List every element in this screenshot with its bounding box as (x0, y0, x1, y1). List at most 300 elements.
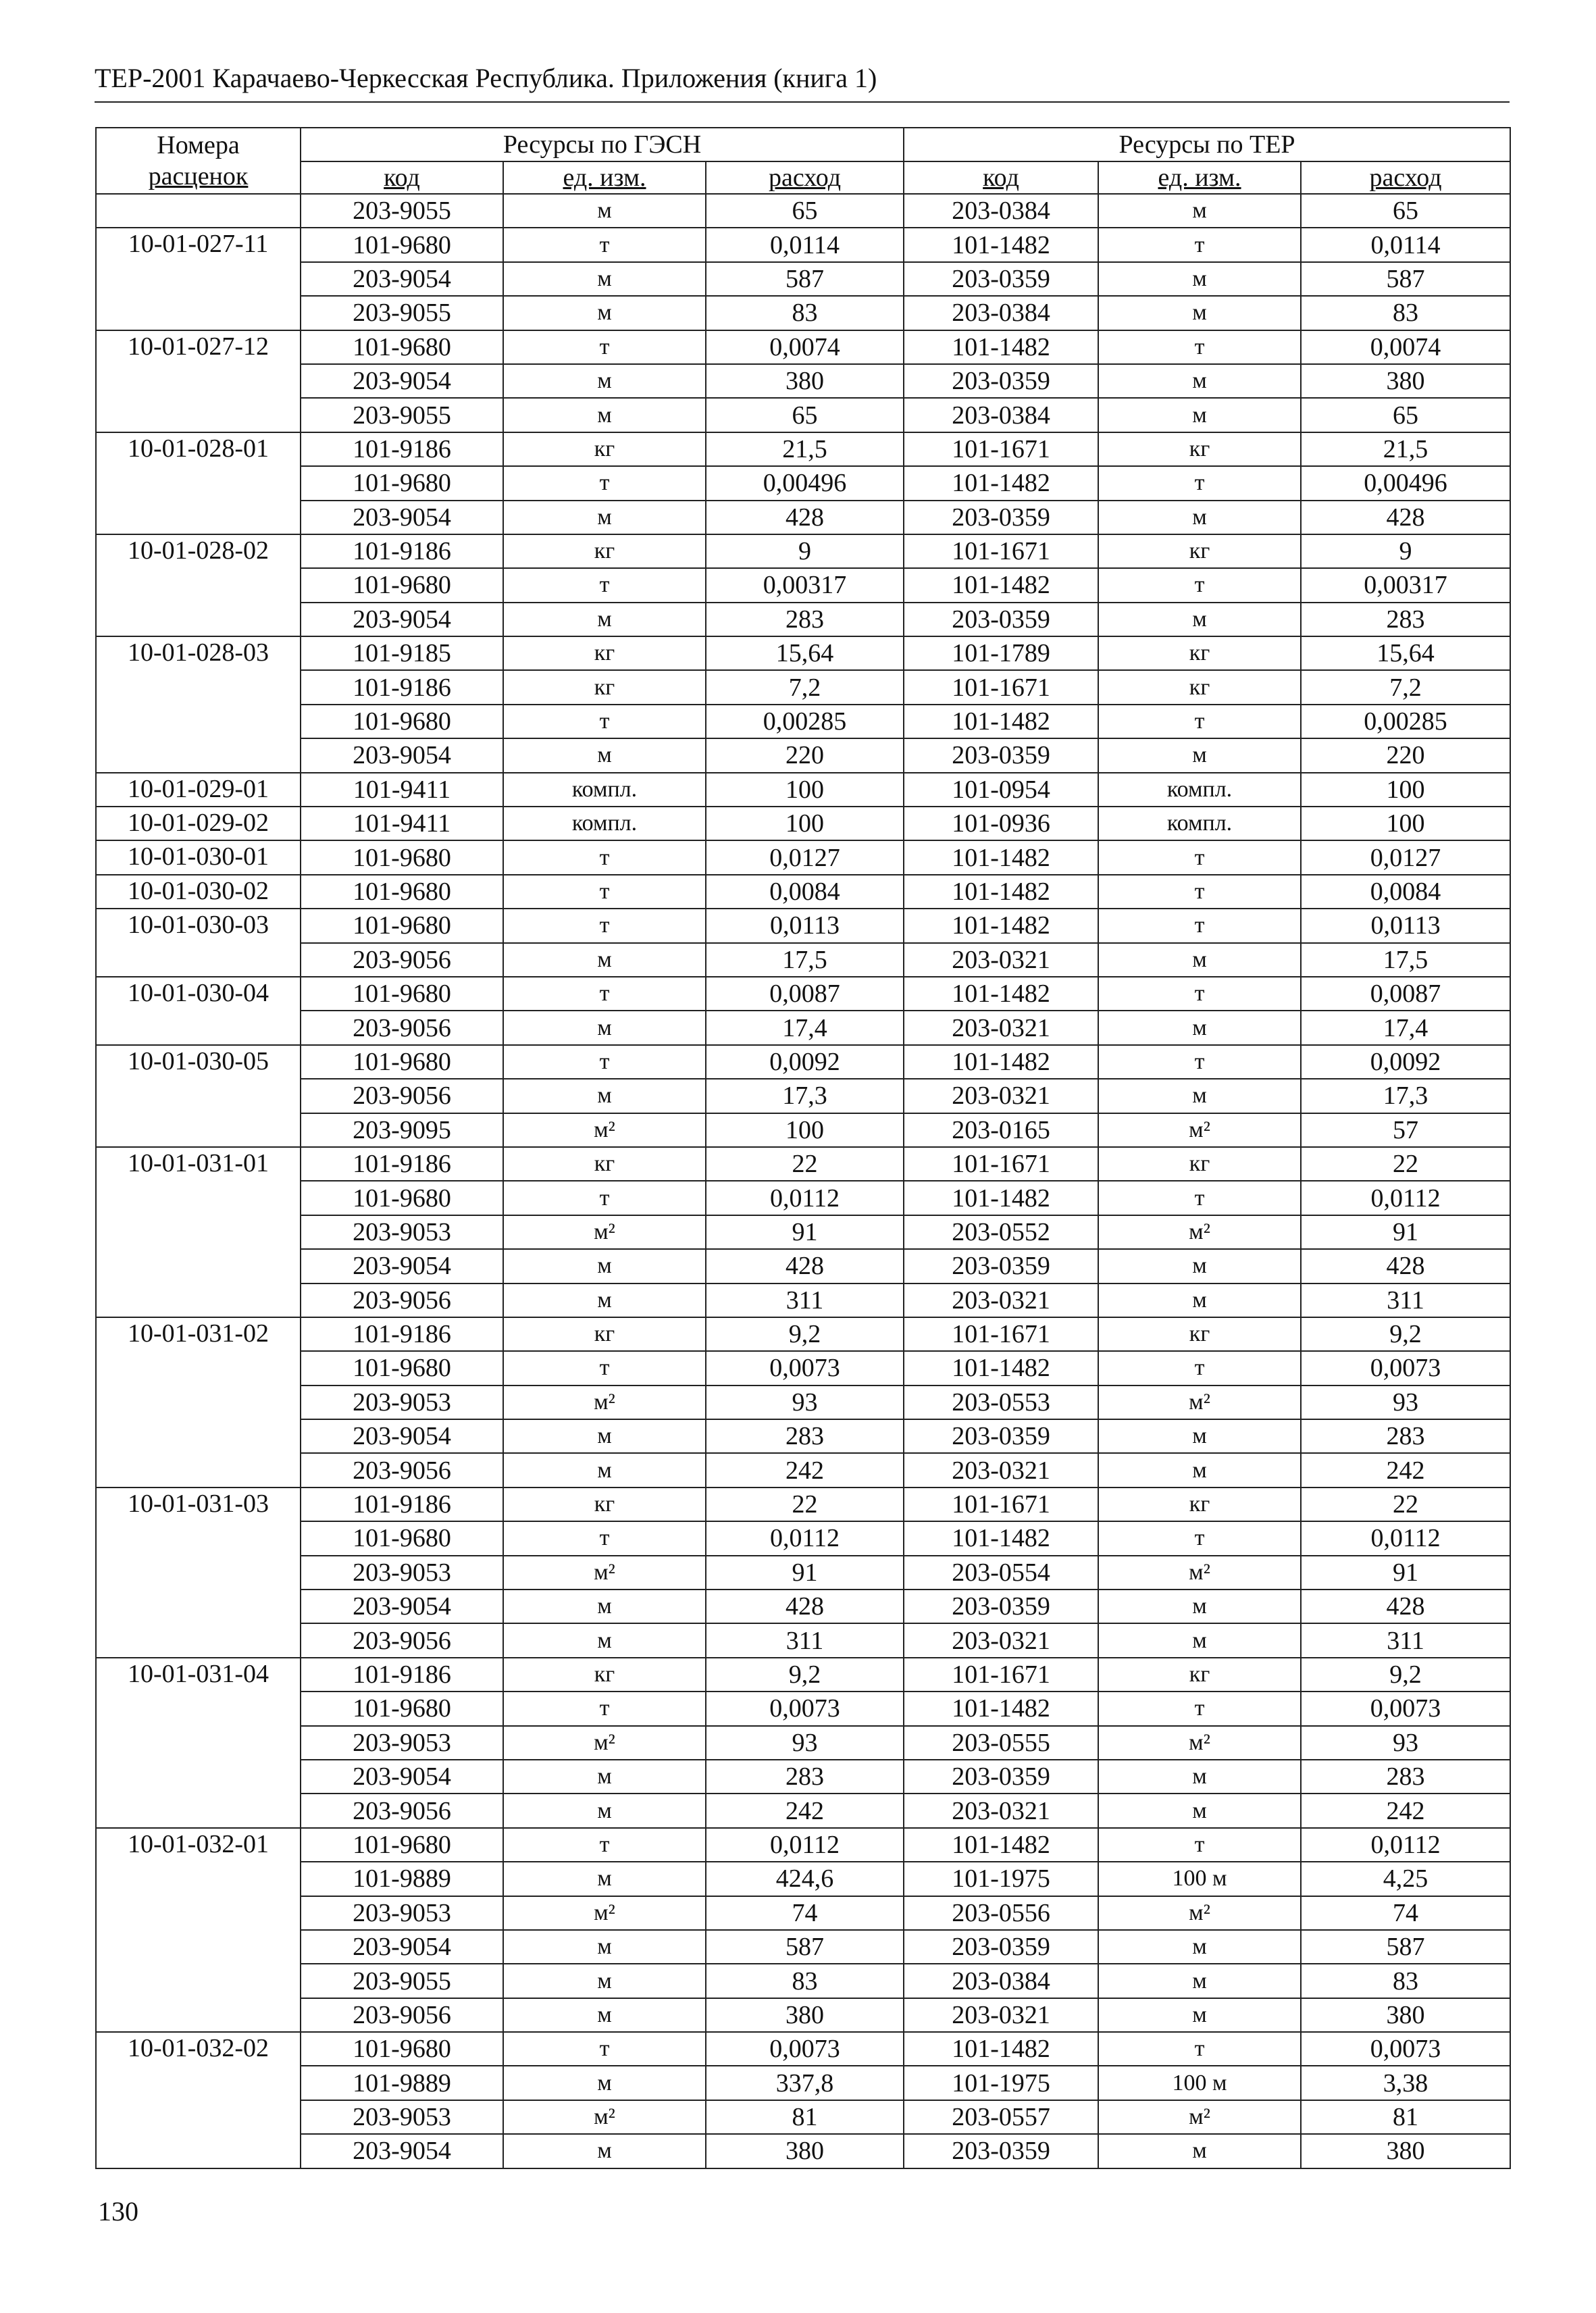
gesn-unit-cell: м² (503, 1556, 706, 1590)
gesn-code-cell: 101-9186 (301, 1147, 503, 1181)
gesn-amount-cell: 0,0074 (706, 330, 904, 364)
ter-amount-cell: 283 (1301, 1419, 1510, 1453)
ter-unit-cell: м (1098, 398, 1301, 432)
ter-unit-cell: т (1098, 2032, 1301, 2066)
gesn-amount-cell: 9,2 (706, 1658, 904, 1692)
rate-number-header-line1: Номера (157, 131, 240, 159)
ter-amount-cell: 65 (1301, 194, 1510, 228)
gesn-code-cell: 101-9680 (301, 909, 503, 942)
table-row (96, 1181, 1510, 1215)
gesn-unit-cell: м (503, 1249, 706, 1283)
table-row (96, 262, 1510, 296)
gesn-unit-cell: т (503, 1828, 706, 1862)
ter-unit-cell: кг (1098, 534, 1301, 568)
gesn-unit-cell: компл. (503, 773, 706, 807)
ter-code-cell: 203-0555 (904, 1726, 1098, 1760)
ter-unit-cell: м² (1098, 1113, 1301, 1147)
gesn-unit-cell: кг (503, 1317, 706, 1351)
gesn-code-cell: 101-9680 (301, 1351, 503, 1385)
gesn-unit-cell: т (503, 228, 706, 261)
gesn-code-cell: 203-9053 (301, 1896, 503, 1930)
gesn-unit-cell: т (503, 1521, 706, 1555)
gesn-code-cell: 203-9056 (301, 1794, 503, 1827)
gesn-amount-cell: 100 (706, 807, 904, 840)
table-row (96, 432, 1510, 466)
table-row (96, 1794, 1510, 1827)
table-row (96, 909, 1510, 942)
table-row (96, 1283, 1510, 1317)
table-row (96, 1760, 1510, 1794)
ter-amount-cell: 9 (1301, 534, 1510, 568)
ter-amount-cell: 0,0073 (1301, 1692, 1510, 1725)
ter-unit-cell: м (1098, 1760, 1301, 1794)
gesn-amount-cell: 283 (706, 603, 904, 636)
table-row (96, 228, 1510, 261)
table-row (96, 773, 1510, 807)
ter-amount-cell: 0,00317 (1301, 568, 1510, 602)
gesn-code-header: код (301, 161, 503, 194)
table-row (96, 1045, 1510, 1079)
gesn-unit-cell: м (503, 603, 706, 636)
ter-unit-cell: м (1098, 501, 1301, 534)
table-row (96, 840, 1510, 874)
rate-number-header-line2: расценок (148, 162, 249, 190)
table-row (96, 398, 1510, 432)
ter-amount-cell: 100 (1301, 773, 1510, 807)
gesn-unit-header: ед. изм. (503, 161, 706, 194)
gesn-code-cell: 203-9056 (301, 943, 503, 977)
gesn-amount-cell: 83 (706, 296, 904, 330)
gesn-amount-cell: 100 (706, 1113, 904, 1147)
rate-number-cell: 10-01-027-12 (96, 330, 301, 432)
gesn-amount-cell: 17,3 (706, 1079, 904, 1113)
gesn-unit-cell: м² (503, 1896, 706, 1930)
table-row (96, 943, 1510, 977)
ter-code-cell: 101-1482 (904, 1692, 1098, 1725)
gesn-amount-cell: 81 (706, 2100, 904, 2134)
gesn-amount-cell: 0,0112 (706, 1828, 904, 1862)
gesn-code-cell: 101-9680 (301, 1045, 503, 1079)
gesn-code-cell: 101-9680 (301, 1828, 503, 1862)
ter-amount-cell: 17,4 (1301, 1011, 1510, 1044)
gesn-amount-cell: 242 (706, 1453, 904, 1487)
ter-amount-cell: 0,0073 (1301, 2032, 1510, 2066)
ter-amount-cell: 311 (1301, 1623, 1510, 1657)
gesn-amount-cell: 428 (706, 501, 904, 534)
ter-code-cell: 203-0321 (904, 1794, 1098, 1827)
ter-code-cell: 203-0384 (904, 398, 1098, 432)
ter-code-cell: 101-1482 (904, 875, 1098, 909)
ter-code-cell: 101-1671 (904, 432, 1098, 466)
ter-amount-cell: 283 (1301, 1760, 1510, 1794)
gesn-amount-cell: 9,2 (706, 1317, 904, 1351)
rate-number-cell: 10-01-031-04 (96, 1658, 301, 1828)
table-row (96, 568, 1510, 602)
gesn-code-cell: 203-9054 (301, 738, 503, 772)
ter-amount-cell: 242 (1301, 1794, 1510, 1827)
gesn-unit-cell: м (503, 1794, 706, 1827)
gesn-code-cell: 101-9186 (301, 670, 503, 704)
ter-code-cell: 101-1482 (904, 466, 1098, 500)
ter-unit-cell: м (1098, 194, 1301, 228)
gesn-code-cell: 101-9889 (301, 1862, 503, 1896)
gesn-code-cell: 203-9053 (301, 2100, 503, 2134)
header-divider (95, 101, 1510, 103)
rate-number-header (96, 128, 301, 194)
table-row (96, 1590, 1510, 1623)
gesn-amount-cell: 65 (706, 194, 904, 228)
gesn-unit-cell: т (503, 1181, 706, 1215)
ter-code-cell: 101-1482 (904, 1521, 1098, 1555)
gesn-amount-cell: 0,00285 (706, 705, 904, 738)
gesn-amount-cell: 0,00496 (706, 466, 904, 500)
gesn-amount-cell: 91 (706, 1556, 904, 1590)
table-row (96, 1011, 1510, 1044)
ter-amount-cell: 380 (1301, 1998, 1510, 2032)
gesn-code-cell: 101-9186 (301, 1488, 503, 1521)
ter-unit-cell: компл. (1098, 773, 1301, 807)
table-row (96, 1828, 1510, 1862)
ter-code-cell: 101-1482 (904, 1045, 1098, 1079)
gesn-code-cell: 101-9186 (301, 534, 503, 568)
gesn-amount-cell: 0,0112 (706, 1521, 904, 1555)
ter-unit-cell: м (1098, 364, 1301, 398)
table-row (96, 1419, 1510, 1453)
gesn-amount-cell: 283 (706, 1760, 904, 1794)
ter-unit-cell: т (1098, 1351, 1301, 1385)
table-row (96, 1215, 1510, 1249)
table-row (96, 2100, 1510, 2134)
ter-unit-cell: м (1098, 1794, 1301, 1827)
gesn-unit-cell: т (503, 875, 706, 909)
gesn-code-cell: 203-9054 (301, 501, 503, 534)
gesn-unit-cell: м (503, 1283, 706, 1317)
table-row (96, 1351, 1510, 1385)
gesn-amount-cell: 0,0073 (706, 1351, 904, 1385)
ter-amount-cell: 283 (1301, 603, 1510, 636)
gesn-amount-cell: 0,0127 (706, 840, 904, 874)
gesn-code-cell: 101-9411 (301, 807, 503, 840)
ter-code-cell: 203-0557 (904, 2100, 1098, 2134)
gesn-code-cell: 101-9186 (301, 432, 503, 466)
gesn-amount-header: расход (706, 161, 904, 194)
ter-unit-cell: м (1098, 1998, 1301, 2032)
gesn-code-cell: 101-9680 (301, 1181, 503, 1215)
table-row (96, 330, 1510, 364)
ter-amount-header: расход (1301, 161, 1510, 194)
gesn-unit-cell: т (503, 1351, 706, 1385)
ter-code-cell: 101-1482 (904, 1351, 1098, 1385)
table-row (96, 1386, 1510, 1419)
ter-unit-cell: т (1098, 875, 1301, 909)
gesn-amount-cell: 587 (706, 262, 904, 296)
table-row (96, 1930, 1510, 1964)
table-row (96, 1079, 1510, 1113)
gesn-amount-cell: 587 (706, 1930, 904, 1964)
ter-amount-cell: 65 (1301, 398, 1510, 432)
table-row (96, 1488, 1510, 1521)
ter-code-cell: 203-0359 (904, 1930, 1098, 1964)
ter-code-cell: 203-0321 (904, 1623, 1098, 1657)
gesn-unit-cell: т (503, 2032, 706, 2066)
ter-amount-cell: 91 (1301, 1556, 1510, 1590)
gesn-amount-cell: 65 (706, 398, 904, 432)
table-row (96, 1317, 1510, 1351)
rate-number-cell: 10-01-028-01 (96, 432, 301, 534)
gesn-code-cell: 203-9053 (301, 1726, 503, 1760)
rate-number-cell: 10-01-031-01 (96, 1147, 301, 1317)
gesn-unit-cell: т (503, 840, 706, 874)
ter-amount-cell: 21,5 (1301, 432, 1510, 466)
table-row (96, 1998, 1510, 2032)
gesn-code-cell: 203-9054 (301, 1760, 503, 1794)
gesn-amount-cell: 0,0087 (706, 977, 904, 1011)
gesn-code-cell: 101-9680 (301, 228, 503, 261)
ter-code-cell: 203-0165 (904, 1113, 1098, 1147)
ter-unit-cell: кг (1098, 1317, 1301, 1351)
gesn-amount-cell: 93 (706, 1386, 904, 1419)
rate-number-cell: 10-01-030-05 (96, 1045, 301, 1147)
gesn-amount-cell: 17,5 (706, 943, 904, 977)
gesn-amount-cell: 311 (706, 1283, 904, 1317)
gesn-code-cell: 203-9055 (301, 194, 503, 228)
gesn-code-cell: 203-9055 (301, 1964, 503, 1998)
gesn-amount-cell: 0,0073 (706, 1692, 904, 1725)
ter-code-cell: 203-0359 (904, 262, 1098, 296)
gesn-code-cell: 203-9053 (301, 1556, 503, 1590)
table-row (96, 1249, 1510, 1283)
gesn-code-cell: 101-9680 (301, 1692, 503, 1725)
gesn-unit-cell: т (503, 1045, 706, 1079)
gesn-code-cell: 203-9095 (301, 1113, 503, 1147)
ter-amount-cell: 17,5 (1301, 943, 1510, 977)
ter-unit-cell: м (1098, 1419, 1301, 1453)
ter-amount-cell: 0,0113 (1301, 909, 1510, 942)
gesn-code-cell: 101-9889 (301, 2066, 503, 2100)
gesn-code-cell: 203-9054 (301, 1930, 503, 1964)
gesn-amount-cell: 21,5 (706, 432, 904, 466)
gesn-unit-cell: м (503, 1590, 706, 1623)
gesn-unit-cell: м (503, 1862, 706, 1896)
table-row (96, 1556, 1510, 1590)
rate-number-cell: 10-01-031-03 (96, 1488, 301, 1658)
gesn-code-cell: 203-9056 (301, 1453, 503, 1487)
gesn-amount-cell: 380 (706, 1998, 904, 2032)
table-row (96, 636, 1510, 670)
table-row (96, 670, 1510, 704)
table-row (96, 1896, 1510, 1930)
gesn-amount-cell: 93 (706, 1726, 904, 1760)
gesn-amount-cell: 428 (706, 1249, 904, 1283)
ter-amount-cell: 0,0092 (1301, 1045, 1510, 1079)
rate-number-cell (96, 194, 301, 228)
gesn-code-cell: 203-9053 (301, 1215, 503, 1249)
ter-amount-cell: 0,00285 (1301, 705, 1510, 738)
ter-code-cell: 203-0321 (904, 1011, 1098, 1044)
gesn-amount-cell: 22 (706, 1147, 904, 1181)
table-row (96, 364, 1510, 398)
gesn-unit-cell: т (503, 909, 706, 942)
ter-unit-cell: м (1098, 943, 1301, 977)
rate-number-cell: 10-01-030-04 (96, 977, 301, 1045)
ter-amount-cell: 22 (1301, 1488, 1510, 1521)
gesn-amount-cell: 428 (706, 1590, 904, 1623)
gesn-code-cell: 203-9056 (301, 1998, 503, 2032)
gesn-unit-cell: м (503, 262, 706, 296)
ter-code-cell: 101-1975 (904, 2066, 1098, 2100)
ter-code-cell: 203-0359 (904, 1590, 1098, 1623)
ter-amount-cell: 0,0074 (1301, 330, 1510, 364)
table-row (96, 501, 1510, 534)
ter-code-cell: 203-0359 (904, 364, 1098, 398)
ter-code-cell: 101-1482 (904, 2032, 1098, 2066)
ter-code-cell: 203-0554 (904, 1556, 1098, 1590)
page-header-title: ТЕР-2001 Карачаево-Черкесская Республика. Приложения (книга 1) (95, 63, 877, 93)
gesn-unit-cell: кг (503, 1658, 706, 1692)
ter-amount-cell: 0,0084 (1301, 875, 1510, 909)
ter-unit-cell: компл. (1098, 807, 1301, 840)
ter-unit-cell: т (1098, 330, 1301, 364)
gesn-amount-cell: 91 (706, 1215, 904, 1249)
ter-unit-cell: м (1098, 603, 1301, 636)
gesn-unit-cell: м (503, 364, 706, 398)
gesn-amount-cell: 9 (706, 534, 904, 568)
ter-amount-cell: 220 (1301, 738, 1510, 772)
gesn-code-cell: 101-9680 (301, 705, 503, 738)
ter-code-cell: 101-1482 (904, 568, 1098, 602)
ter-code-cell: 203-0359 (904, 501, 1098, 534)
ter-unit-cell: м² (1098, 1556, 1301, 1590)
gesn-group-header: Ресурсы по ГЭСН (301, 128, 904, 161)
ter-code-cell: 203-0384 (904, 194, 1098, 228)
ter-code-cell: 203-0359 (904, 1760, 1098, 1794)
table-row (96, 705, 1510, 738)
ter-amount-cell: 15,64 (1301, 636, 1510, 670)
ter-amount-cell: 0,0112 (1301, 1828, 1510, 1862)
ter-unit-cell: м² (1098, 2100, 1301, 2134)
ter-amount-cell: 428 (1301, 1249, 1510, 1283)
ter-amount-cell: 100 (1301, 807, 1510, 840)
gesn-amount-cell: 15,64 (706, 636, 904, 670)
ter-code-cell: 101-1482 (904, 228, 1098, 261)
ter-amount-cell: 311 (1301, 1283, 1510, 1317)
table-row (96, 1521, 1510, 1555)
ter-unit-cell: м (1098, 1590, 1301, 1623)
ter-unit-cell: т (1098, 840, 1301, 874)
gesn-unit-cell: м (503, 1011, 706, 1044)
gesn-unit-cell: т (503, 330, 706, 364)
gesn-code-cell: 101-9186 (301, 1317, 503, 1351)
ter-unit-cell: т (1098, 1521, 1301, 1555)
ter-unit-cell: т (1098, 1692, 1301, 1725)
gesn-code-cell: 101-9680 (301, 1521, 503, 1555)
gesn-code-cell: 101-9185 (301, 636, 503, 670)
ter-code-cell: 203-0552 (904, 1215, 1098, 1249)
gesn-unit-cell: м (503, 1964, 706, 1998)
gesn-unit-cell: т (503, 977, 706, 1011)
gesn-amount-cell: 17,4 (706, 1011, 904, 1044)
ter-group-header: Ресурсы по ТЕР (904, 128, 1510, 161)
gesn-unit-cell: м² (503, 1113, 706, 1147)
ter-unit-cell: м (1098, 1249, 1301, 1283)
ter-code-cell: 101-1482 (904, 330, 1098, 364)
ter-amount-cell: 57 (1301, 1113, 1510, 1147)
gesn-unit-cell: м (503, 1419, 706, 1453)
table-row (96, 2032, 1510, 2066)
gesn-code-cell: 203-9056 (301, 1623, 503, 1657)
gesn-code-cell: 203-9054 (301, 1590, 503, 1623)
ter-code-cell: 203-0321 (904, 943, 1098, 977)
ter-amount-cell: 91 (1301, 1215, 1510, 1249)
gesn-unit-cell: м (503, 1623, 706, 1657)
gesn-unit-cell: м (503, 501, 706, 534)
ter-amount-cell: 93 (1301, 1386, 1510, 1419)
gesn-amount-cell: 0,0113 (706, 909, 904, 942)
gesn-unit-cell: м (503, 194, 706, 228)
ter-code-cell: 203-0359 (904, 603, 1098, 636)
ter-code-cell: 101-1975 (904, 1862, 1098, 1896)
ter-amount-cell: 3,38 (1301, 2066, 1510, 2100)
ter-amount-cell: 0,0112 (1301, 1181, 1510, 1215)
gesn-unit-cell: м² (503, 1215, 706, 1249)
ter-code-cell: 203-0321 (904, 1453, 1098, 1487)
gesn-amount-cell: 83 (706, 1964, 904, 1998)
table-row (96, 1453, 1510, 1487)
ter-unit-cell: кг (1098, 1147, 1301, 1181)
gesn-code-cell: 101-9680 (301, 466, 503, 500)
rate-number-cell: 10-01-032-01 (96, 1828, 301, 2032)
ter-unit-cell: м (1098, 262, 1301, 296)
ter-code-cell: 203-0321 (904, 1079, 1098, 1113)
rate-number-cell: 10-01-030-02 (96, 875, 301, 909)
table-row (96, 1623, 1510, 1657)
ter-code-cell: 101-0954 (904, 773, 1098, 807)
gesn-code-cell: 203-9054 (301, 364, 503, 398)
ter-amount-cell: 83 (1301, 1964, 1510, 1998)
gesn-amount-cell: 0,0114 (706, 228, 904, 261)
ter-amount-cell: 380 (1301, 364, 1510, 398)
gesn-unit-cell: м (503, 943, 706, 977)
ter-unit-header: ед. изм. (1098, 161, 1301, 194)
ter-amount-cell: 74 (1301, 1896, 1510, 1930)
rate-number-cell: 10-01-029-01 (96, 773, 301, 807)
gesn-unit-cell: м (503, 1079, 706, 1113)
table-row (96, 1862, 1510, 1896)
ter-unit-cell: т (1098, 1828, 1301, 1862)
ter-unit-cell: м (1098, 1930, 1301, 1964)
ter-amount-cell: 0,0073 (1301, 1351, 1510, 1385)
gesn-amount-cell: 337,8 (706, 2066, 904, 2100)
ter-amount-cell: 22 (1301, 1147, 1510, 1181)
ter-unit-cell: кг (1098, 432, 1301, 466)
table-row (96, 194, 1510, 228)
ter-amount-cell: 0,0087 (1301, 977, 1510, 1011)
gesn-code-cell: 101-9680 (301, 2032, 503, 2066)
ter-amount-cell: 0,0127 (1301, 840, 1510, 874)
gesn-code-cell: 203-9056 (301, 1283, 503, 1317)
ter-code-cell: 101-1482 (904, 705, 1098, 738)
rate-number-cell: 10-01-027-11 (96, 228, 301, 330)
ter-code-cell: 203-0359 (904, 2134, 1098, 2168)
ter-code-cell: 101-1482 (904, 1181, 1098, 1215)
gesn-unit-cell: кг (503, 1147, 706, 1181)
ter-code-cell: 203-0553 (904, 1386, 1098, 1419)
gesn-code-cell: 203-9056 (301, 1011, 503, 1044)
gesn-unit-cell: кг (503, 534, 706, 568)
ter-amount-cell: 428 (1301, 501, 1510, 534)
gesn-code-cell: 203-9054 (301, 1249, 503, 1283)
gesn-code-cell: 203-9054 (301, 603, 503, 636)
